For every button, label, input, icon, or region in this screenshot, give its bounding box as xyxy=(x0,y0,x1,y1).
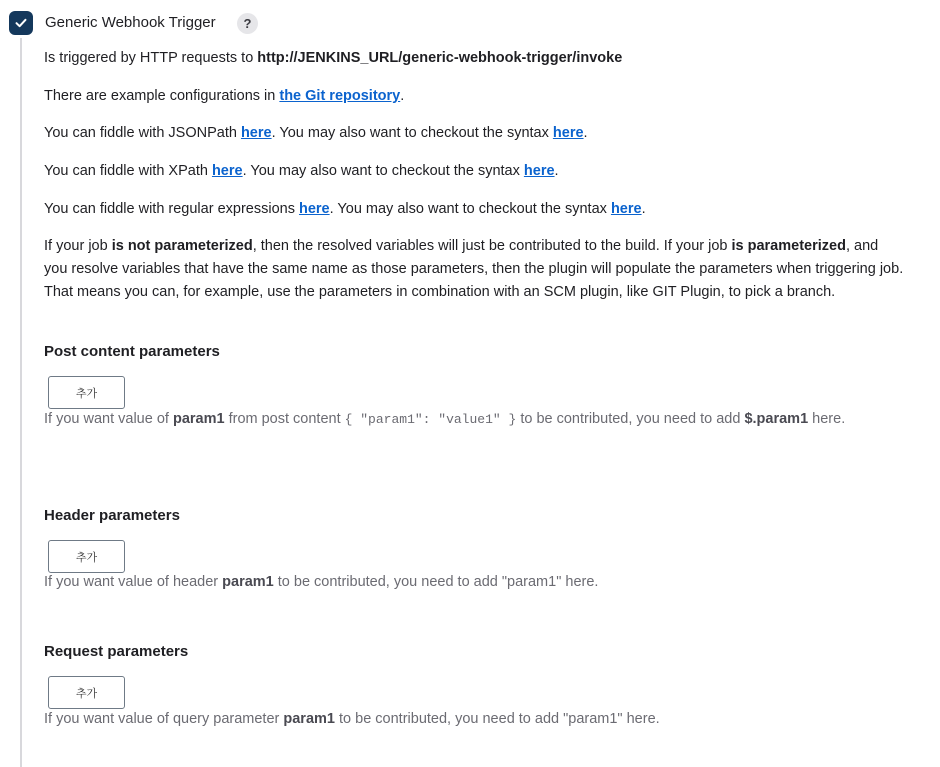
regex-mid: . You may also want to checkout the syntax xyxy=(329,201,611,217)
request-hint-a: If you want value of query parameter xyxy=(44,711,284,727)
invoke-url: http://JENKINS_URL/generic-webhook-trigger/invoke xyxy=(257,50,623,66)
param-text-b: is not parameterized xyxy=(111,238,253,254)
parameterized-explanation xyxy=(44,235,904,304)
regex-suffix: . xyxy=(641,201,646,217)
xpath-prefix: You can fiddle with XPath xyxy=(44,163,212,179)
post-content-hint xyxy=(44,407,904,432)
checkmark-icon xyxy=(14,16,28,30)
regex-syntax-link[interactable]: here xyxy=(610,201,642,217)
post-hint-a: If you want value of xyxy=(44,411,173,427)
request-add-button[interactable]: 추가 xyxy=(48,676,125,709)
header-hint-param: param1 xyxy=(222,574,274,590)
post-content-parameters-heading: Post content parameters xyxy=(44,343,220,360)
regex-fiddle-link[interactable]: here xyxy=(298,201,330,217)
post-hint-code: { "param1": "value1" } xyxy=(344,412,517,427)
xpath-fiddle-link[interactable]: here xyxy=(211,163,243,179)
header-hint-a: If you want value of header xyxy=(44,574,223,590)
request-parameters-heading: Request parameters xyxy=(44,643,189,660)
xpath-suffix: . xyxy=(554,163,559,179)
jsonpath-mid: . You may also want to checkout the syntax xyxy=(271,125,553,141)
jsonpath-fiddle-link[interactable]: here xyxy=(240,125,272,141)
jsonpath-syntax-link[interactable]: here xyxy=(552,125,584,141)
regex-text xyxy=(44,198,904,221)
trigger-checkbox[interactable] xyxy=(9,11,33,35)
section-divider-line xyxy=(20,38,22,767)
param-text-d: is parameterized xyxy=(731,238,846,254)
param-text-c: , then the resolved variables will just be contributed to the build. If your job xyxy=(252,238,732,254)
examples-suffix: . xyxy=(400,88,405,104)
request-hint-c: to be contributed, you need to add "param1" here. xyxy=(334,711,660,727)
xpath-syntax-link[interactable]: here xyxy=(523,163,555,179)
xpath-mid: . You may also want to checkout the syntax xyxy=(242,163,524,179)
post-hint-d: to be contributed, you need to add xyxy=(516,411,745,427)
jsonpath-suffix: . xyxy=(583,125,588,141)
post-hint-param: param1 xyxy=(172,411,225,427)
git-repository-link[interactable]: the Git repository xyxy=(279,88,401,104)
help-icon[interactable]: ? xyxy=(237,13,258,34)
jsonpath-text xyxy=(44,122,904,145)
post-hint-f: here. xyxy=(808,411,846,427)
xpath-text xyxy=(44,160,904,183)
trigger-title[interactable]: Generic Webhook Trigger xyxy=(45,14,216,31)
param-text-e: , and you resolve variables that have the same name as those parameters, then the plugin will populate the parameters when triggering job. That means you can, for example, use the parameters in combination with an SCM plugin, like GIT Plugin, to pick a branch. xyxy=(44,238,904,300)
header-hint xyxy=(44,570,904,595)
request-hint xyxy=(44,707,904,732)
request-hint-param: param1 xyxy=(283,711,335,727)
post-hint-c: from post content xyxy=(224,411,345,427)
header-add-button[interactable]: 추가 xyxy=(48,540,125,573)
header-hint-c: to be contributed, you need to add "param1" here. xyxy=(273,574,599,590)
jsonpath-prefix: You can fiddle with JSONPath xyxy=(44,125,241,141)
invoke-text: Is triggered by HTTP requests to xyxy=(44,50,258,66)
header-parameters-heading: Header parameters xyxy=(44,507,180,524)
regex-prefix: You can fiddle with regular expressions xyxy=(44,201,299,217)
examples-prefix: There are example configurations in xyxy=(44,88,280,104)
examples-text xyxy=(44,85,904,108)
invoke-url-text xyxy=(44,47,904,70)
post-content-add-button[interactable]: 추가 xyxy=(48,376,125,409)
post-hint-jsonpath: $.param1 xyxy=(744,411,809,427)
param-text-a: If your job xyxy=(44,238,112,254)
